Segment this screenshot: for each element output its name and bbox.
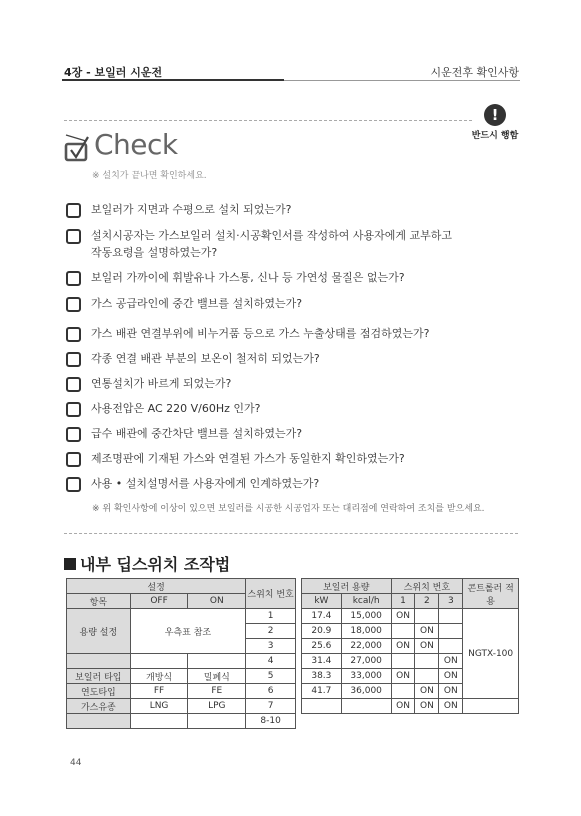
- controller-cell: NGTX-100: [463, 609, 519, 699]
- header-item: 항목: [67, 594, 131, 609]
- switch-cell: [439, 609, 463, 624]
- on-cell: 밀폐식: [188, 669, 246, 684]
- switch-cell: ON: [391, 609, 415, 624]
- switch-cell: ON: [439, 669, 463, 684]
- switch-cell: [439, 639, 463, 654]
- item-text: 보일러 가까이에 휘발유나 가스통, 신나 등 가연성 물질은 없는가?: [91, 271, 405, 284]
- switch-cell: ON: [439, 699, 463, 714]
- header-on: ON: [188, 594, 246, 609]
- switch-cell: ON: [391, 699, 415, 714]
- kcal-cell: 15,000: [341, 609, 391, 624]
- switch-cell: ON: [415, 624, 439, 639]
- item-text: 각종 연결 배관 부분의 보온이 철저히 되었는가?: [91, 352, 320, 365]
- item-text: 사용전압은 AC 220 V/60Hz 인가?: [91, 402, 261, 415]
- checkbox: [66, 402, 81, 417]
- kw-cell: 20.9: [302, 624, 342, 639]
- switch-no-cell: 3: [246, 639, 296, 654]
- header-kw: kW: [302, 594, 342, 609]
- divider: [64, 533, 518, 534]
- header-kcal: kcal/h: [341, 594, 391, 609]
- checklist-item: [66, 325, 429, 342]
- kcal-cell: 36,000: [341, 684, 391, 699]
- switch-cell: [415, 654, 439, 669]
- header-rule-light: [284, 80, 520, 81]
- dip-setting-table: [66, 578, 296, 729]
- header-s1: 1: [391, 594, 415, 609]
- header-controller: 콘트롤러 적용: [463, 579, 519, 609]
- section-heading: [64, 552, 230, 575]
- switch-cell: ON: [415, 684, 439, 699]
- kw-cell: 41.7: [302, 684, 342, 699]
- on-cell: FE: [188, 684, 246, 699]
- capacity-table: [301, 578, 519, 714]
- checkbox: [66, 452, 81, 467]
- item-text-line2: 작동요령을 설명하였는가?: [91, 246, 218, 259]
- header-s2: 2: [415, 594, 439, 609]
- checklist-item: [66, 375, 231, 392]
- kw-cell: 31.4: [302, 654, 342, 669]
- item-cell: 보일러 타입: [67, 669, 131, 684]
- switch-cell: ON: [415, 699, 439, 714]
- item-cell: [67, 654, 131, 669]
- checklist-item: [66, 475, 319, 492]
- footnote: ※ 위 확인사항에 이상이 있으면 보일러를 시공한 시공업자 또는 대리점에 연락하여 조치를 받으세요.: [92, 504, 485, 514]
- switch-cell: [391, 624, 415, 639]
- item-text: 보일러가 지면과 수평으로 설치 되었는가?: [91, 203, 292, 216]
- switch-no-cell: 5: [246, 669, 296, 684]
- checkbox: [66, 203, 81, 218]
- kcal-cell: 27,000: [341, 654, 391, 669]
- switch-cell: [415, 669, 439, 684]
- on-cell: [188, 714, 246, 729]
- switch-cell: [391, 684, 415, 699]
- switch-no-cell: 8-10: [246, 714, 296, 729]
- kcal-cell: 18,000: [341, 624, 391, 639]
- switch-cell: [391, 654, 415, 669]
- item-text: 설치시공자는 가스보일러 설치·시공확인서를 작성하여 사용자에게 교부하고: [91, 229, 453, 242]
- off-cell: LNG: [130, 699, 188, 714]
- header-switch: 스위치 번호: [391, 579, 463, 594]
- kw-cell: 17.4: [302, 609, 342, 624]
- switch-no-cell: 4: [246, 654, 296, 669]
- header-setting: 설정: [67, 579, 246, 594]
- section-title: 시운전후 확인사항: [430, 66, 519, 79]
- checkbox: [66, 352, 81, 367]
- switch-cell: ON: [391, 669, 415, 684]
- checklist-item: [66, 350, 320, 367]
- checkbox: [66, 427, 81, 442]
- header-switch-no: 스위치 번호: [246, 579, 296, 609]
- chapter-title: 4장 - 보일러 시운전: [64, 66, 163, 79]
- item-text: 가스 배관 연결부위에 비누거품 등으로 가스 누출상태를 점검하였는가?: [91, 327, 430, 340]
- check-note: ※ 설치가 끝나면 확인하세요.: [92, 171, 207, 181]
- switch-cell: ON: [391, 639, 415, 654]
- header-s3: 3: [439, 594, 463, 609]
- divider: [64, 120, 472, 121]
- item-cell: 연도타입: [67, 684, 131, 699]
- item-cell: [67, 714, 131, 729]
- switch-no-cell: 1: [246, 609, 296, 624]
- checkbox: [66, 297, 81, 312]
- kcal-cell: 33,000: [341, 669, 391, 684]
- kcal-cell: [341, 699, 391, 714]
- kcal-cell: 22,000: [341, 639, 391, 654]
- must-do-label: 반드시 행함: [471, 131, 519, 141]
- checklist-item: [66, 450, 405, 467]
- kw-cell: 25.6: [302, 639, 342, 654]
- checklist-item: [66, 400, 261, 417]
- checklist-item: [66, 295, 302, 312]
- controller-empty-cell: [463, 699, 519, 714]
- item-text: 급수 배관에 중간차단 밸브를 설치하였는가?: [91, 427, 303, 440]
- checkbox: [66, 229, 81, 244]
- square-bullet-icon: [64, 558, 76, 570]
- checkbox: [66, 477, 81, 492]
- checkbox: [66, 377, 81, 392]
- page-number: 44: [70, 758, 82, 768]
- switch-cell: [439, 624, 463, 639]
- header-rule-dark: [62, 79, 284, 81]
- checkbox: [66, 271, 81, 286]
- item-cell: 가스유종: [67, 699, 131, 714]
- kw-cell: [302, 699, 342, 714]
- item-text: 가스 공급라인에 중간 밸브를 설치하였는가?: [91, 297, 303, 310]
- switch-cell: ON: [415, 639, 439, 654]
- exclamation-icon: !: [484, 104, 506, 126]
- capacity-ref: 우측표 참조: [130, 609, 246, 654]
- switch-no-cell: 6: [246, 684, 296, 699]
- header-capacity: 보일러 용량: [302, 579, 392, 594]
- header-off: OFF: [130, 594, 188, 609]
- kw-cell: 38.3: [302, 669, 342, 684]
- checkbox: [66, 327, 81, 342]
- check-title: Check: [94, 128, 178, 161]
- switch-cell: ON: [439, 654, 463, 669]
- checklist-item: [66, 201, 291, 218]
- item-text: 사용 • 설치설명서를 사용자에게 인계하였는가?: [91, 477, 320, 490]
- item-text: 제조명판에 기재된 가스와 연결된 가스가 동일한지 확인하였는가?: [91, 452, 405, 465]
- checklist-item: [66, 269, 405, 286]
- section-heading-text: 내부 딥스위치 조작법: [80, 555, 231, 574]
- checklist-item: [66, 425, 302, 442]
- switch-cell: [415, 609, 439, 624]
- on-cell: [188, 654, 246, 669]
- item-text: 연통설치가 바르게 되었는가?: [91, 377, 232, 390]
- on-cell: LPG: [188, 699, 246, 714]
- off-cell: FF: [130, 684, 188, 699]
- switch-cell: ON: [439, 684, 463, 699]
- off-cell: [130, 714, 188, 729]
- off-cell: [130, 654, 188, 669]
- off-cell: 개방식: [130, 669, 188, 684]
- capacity-label: 용량 설정: [67, 609, 131, 654]
- switch-no-cell: 2: [246, 624, 296, 639]
- switch-no-cell: 7: [246, 699, 296, 714]
- checkbox-check-icon: [64, 132, 90, 162]
- checklist-item: [66, 227, 452, 261]
